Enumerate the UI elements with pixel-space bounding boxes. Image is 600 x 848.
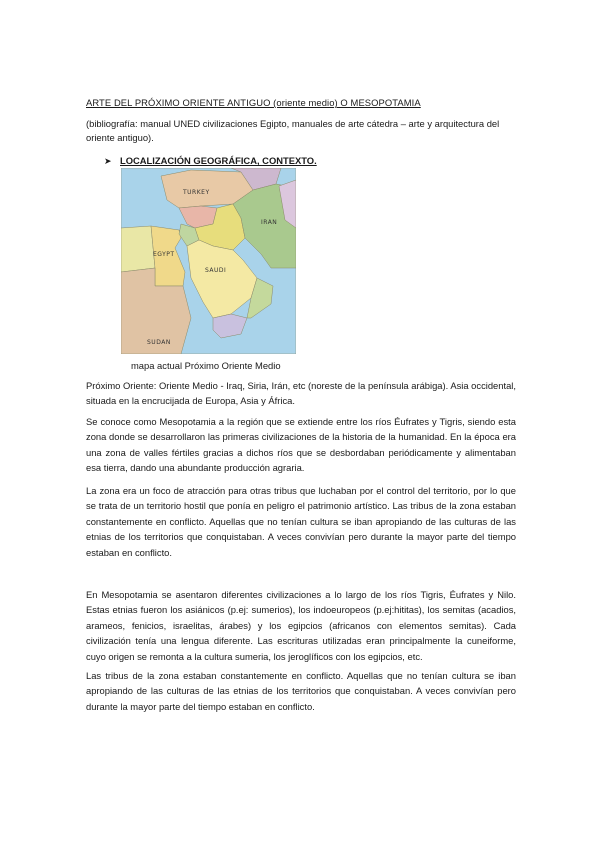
map-label-turkey: TURKEY <box>183 189 210 196</box>
section-heading-text: LOCALIZACIÓN GEOGRÁFICA, CONTEXTO. <box>120 155 317 166</box>
paragraph-4: En Mesopotamia se asentaron diferentes civilizaciones a lo largo de los ríos Tigris, Éufrates y Nilo. Estas etnias fueron los asiánicos (p.ej: sumerios), los indoeuropeos (p.ej:hititas), los semitas (acadios, arameos, fenicios, israelitas, árabes) y los egipcios (africanos con elementos semitas). Cada civilización tenía una lengua diferente. Las escrituras utilizadas eran principalmente la cuneiforme, cuyo origen se remonta a la cultura sumeria, los jeroglíficos con los egipcios, etc. <box>86 589 516 662</box>
section-heading <box>104 155 317 167</box>
document-title: ARTE DEL PRÓXIMO ORIENTE ANTIGUO (oriente medio) O MESOPOTAMIA <box>86 97 421 108</box>
bibliography-note: (bibliografía: manual UNED civilizaciones Egipto, manuales de arte cátedra – arte y arquitectura del oriente antiguo). <box>86 118 500 143</box>
paragraph-2: Se conoce como Mesopotamia a la región que se extiende entre los ríos Éufrates y Tigris, siendo esta zona donde se desarrollaron las primeras civilizaciones de la historia de la humanidad. En la época era una zona de valles fértiles gracias a dichos ríos que se desbordaban periódicamente y alimentaban esa tierra, dando una abundante producción agraria. <box>86 416 516 474</box>
middle-east-map <box>121 168 296 354</box>
paragraph-1: Próximo Oriente: Oriente Medio - Iraq, Siria, Irán, etc (noreste de la península arábiga). Asia occidental, situada en la encrucijada de Europa, Asia y África. <box>86 380 516 407</box>
map-graphic <box>121 168 296 354</box>
map-label-iran: IRAN <box>261 219 278 226</box>
map-caption: mapa actual Próximo Oriente Medio <box>131 360 281 371</box>
map-label-egypt: EGYPT <box>153 251 175 258</box>
paragraph-3: La zona era un foco de atracción para otras tribus que luchaban por el control del territorio, por lo que se trata de un territorio hostil que ponía en peligro el patrimonio artístico. Las tribus de la zona estaban constantemente en conflicto. Aquellas que no tenían cultura se iban apropiando de las culturas de las etnias de los territorios que conquistaban. A veces convivían pero durante la mayor parte del tiempo estaban en conflicto. <box>86 485 516 558</box>
paragraph-5: Las tribus de la zona estaban constantemente en conflicto. Aquellas que no tenían cultura se iban apropiando de las culturas de las etnias de los territorios que conquistaban. A veces convivían pero durante la mayor parte del tiempo estaban en conflicto. <box>86 670 516 712</box>
arrow-bullet-icon: ➤ <box>104 156 112 166</box>
map-label-saudi: SAUDI <box>205 267 227 274</box>
map-label-sudan: SUDAN <box>147 339 171 346</box>
libya-region <box>121 226 155 272</box>
